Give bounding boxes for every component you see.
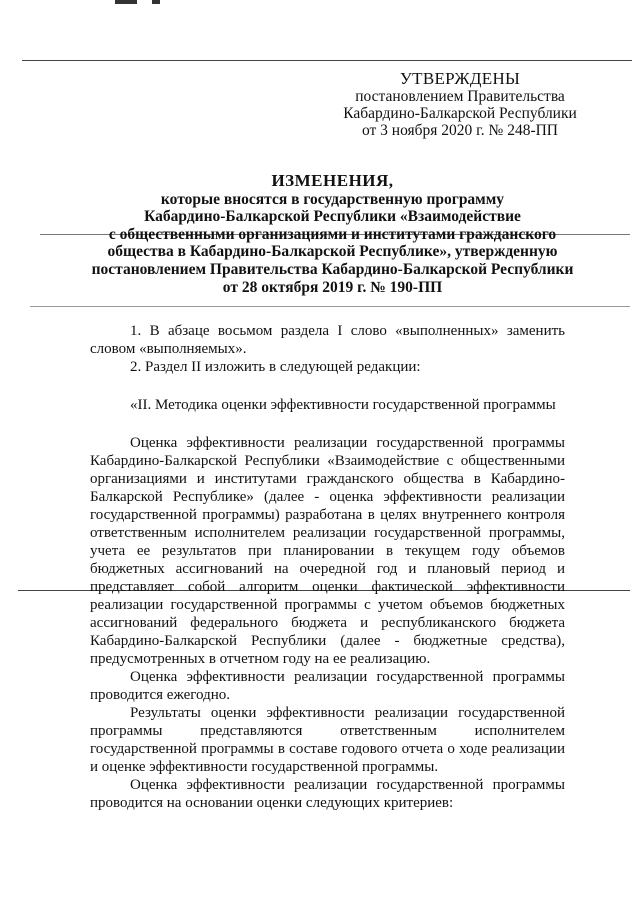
title-line: Кабардино-Балкарской Республики «Взаимодействие [144,208,521,226]
body-paragraph: Оценка эффективности реализации государственной программы Кабардино-Балкарской Республики «Взаимодействие с общественными организациями и институтами гражданского общества в Кабардино-Балкарской Республике» (далее - оценка эффективности реализации государственной программы) разработана в целях внутреннего контроля ответственным исполнителем реализации государственной программы, учета ее результатов при планировании в текущем году объемов бюджетных ассигнований на очередной год и плановый период и представляет собой алгоритм оценки фактической эффективности реализации государственной программы с учетом объемов бюджетных ассигнований федерального бюджета и республиканского бюджета Кабардино-Балкарской Республики (далее - бюджетные средства), предусмотренных в отчетном году на ее реализацию. [90,435,565,667]
scan-mark [115,0,137,4]
spacer [90,376,565,396]
body-paragraph: Результаты оценки эффективности реализации государственной программы представляются ответственным исполнителем государственной программы в составе годового отчета о ходе реализации и оценке эффективности государственной программы. [90,705,565,775]
scan-line [22,60,632,61]
title-line: от 28 октября 2019 г. № 190-ПП [222,278,443,296]
amendment-item-1: 1. В абзаце восьмом раздела I слово «выполненных» заменить словом «выполняемых». [90,323,565,357]
title-main: ИЗМЕНЕНИЯ, [271,171,394,190]
body-paragraph: Оценка эффективности реализации государственной программы проводится на основании оценки следующих критериев: [90,777,565,811]
document-title [90,172,575,296]
document-body [90,322,565,812]
title-line: общества в Кабардино-Балкарской Республике», утвержденную [107,243,558,261]
amendment-item-2: 2. Раздел II изложить в следующей редакции: [130,359,421,375]
approval-line: Кабардино-Балкарской Республики [343,105,577,122]
approval-line: постановлением Правительства [355,88,565,105]
approval-line: от 3 ноября 2020 г. № 248-ПП [361,122,559,139]
title-line: которые вносятся в государственную программу [160,190,505,208]
scan-line [30,306,630,307]
approval-header: УТВЕРЖДЕНЫ [399,69,521,88]
body-paragraph: Оценка эффективности реализации государственной программы проводится ежегодно. [90,669,565,703]
title-line: постановлением Правительства Кабардино-Балкарской Республики [91,260,574,278]
approval-stamp [330,70,590,139]
spacer [90,414,565,434]
scan-mark [152,0,160,4]
title-line: с общественными организациями и институтами гражданского [108,225,557,243]
section-title: «II. Методика оценки эффективности государственной программы [130,397,556,413]
